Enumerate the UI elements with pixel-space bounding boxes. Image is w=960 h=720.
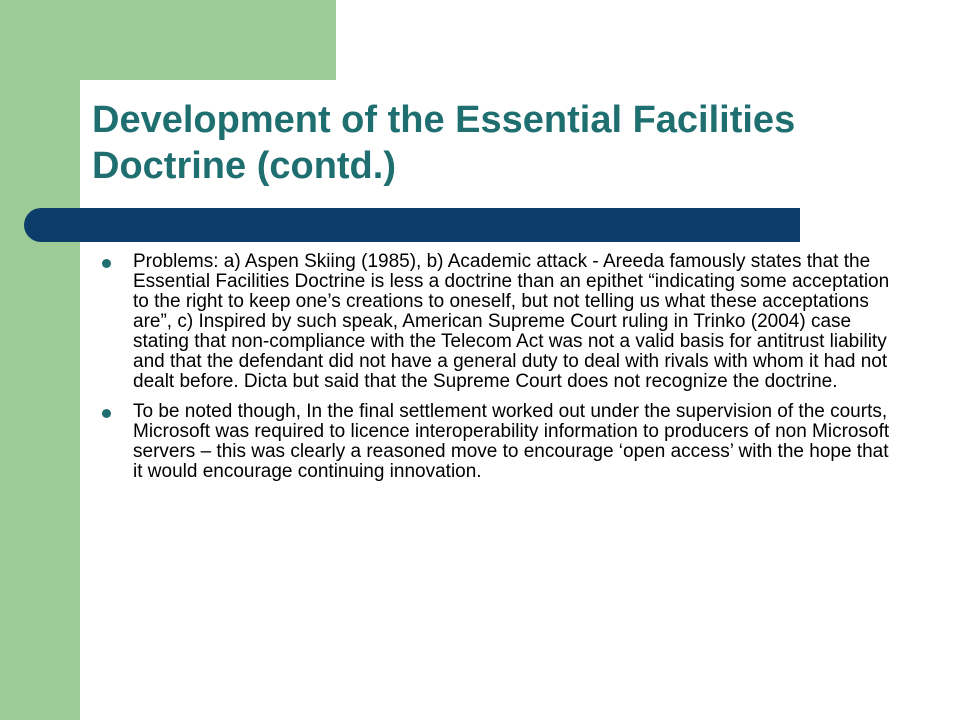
slide-title: Development of the Essential Facilities Doctrine (contd.) xyxy=(92,99,796,187)
left-green-band xyxy=(0,0,80,720)
top-green-band xyxy=(80,0,336,80)
bullet-dot-icon xyxy=(102,409,111,418)
title-underline-bar xyxy=(24,208,800,242)
bullet-dot-icon xyxy=(102,259,111,268)
bullet-text: To be noted though, In the final settlement worked out under the supervision of the courts, Microsoft was required to licence interoperability information to producers of non Microsoft servers – this was clearly a reasoned move to encourage ‘open access’ with the hope that it would encourage continuing innovation. xyxy=(133,401,890,482)
bullet-item-problems xyxy=(102,252,892,392)
bullet-item-microsoft-settlement xyxy=(102,402,892,482)
bullet-list xyxy=(102,252,892,492)
bullet-text: Problems: a) Aspen Skiing (1985), b) Academic attack - Areeda famously states that the Essential Facilities Doctrine is less a doctrine than an epithet “indicating some acceptation to the right to keep one’s creations to oneself, but not telling us what these acceptations are”, c) Inspired by such speak, American Supreme Court ruling in Trinko (2004) case stating that non-compliance with the Telecom Act was not a valid basis for antitrust liability and that the defendant did not have a general duty to deal with rivals with whom it had not dealt before. Dicta but said that the Supreme Court does not recognize the doctrine. xyxy=(133,251,890,392)
